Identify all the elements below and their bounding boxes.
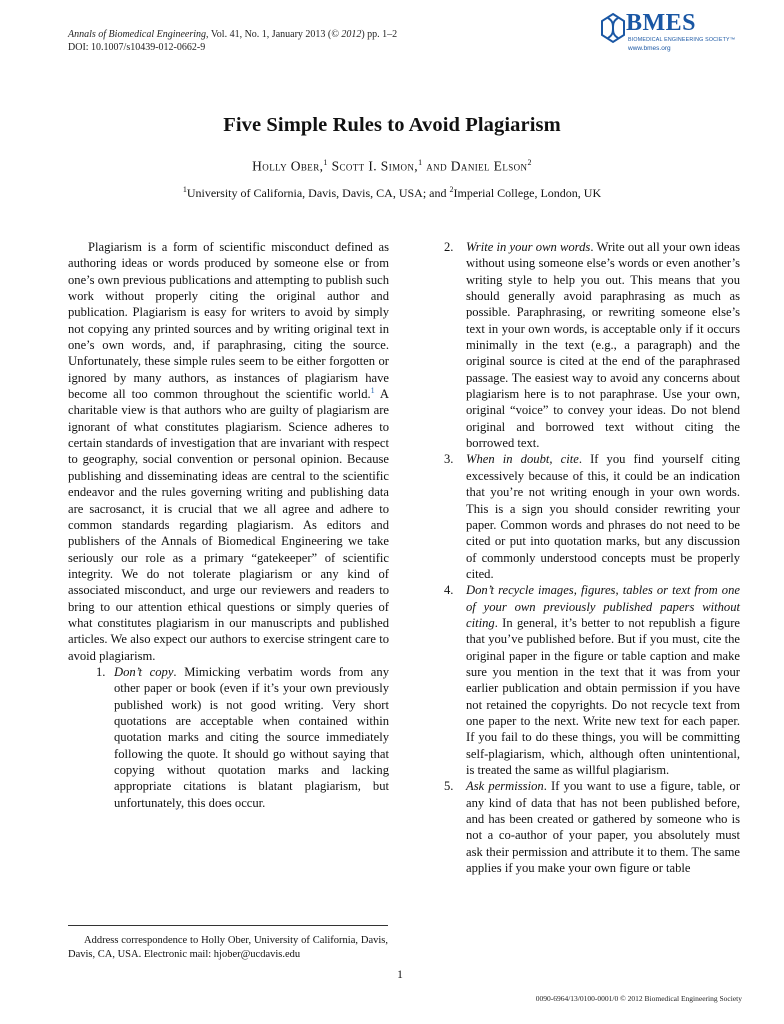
rule-number: 3. bbox=[444, 452, 454, 467]
rule-text: . Mimicking verbatim words from any other paper or book (even if it’s your own previously published work) is not good writing. Very short quotations are acceptable when contained within quotation marks and citing the source immediately following the quote. It should go without saying that copying without quotation marks and lacking appropriate citations is blatant plagiarism, but unfortunately, this does occur. bbox=[114, 664, 389, 810]
rule-item bbox=[68, 664, 389, 811]
author-name: Daniel Elson bbox=[450, 158, 528, 174]
rule-number: 4. bbox=[444, 583, 454, 598]
rule-text: . If you find yourself citing excessively because of this, it could be an indication that you’re not writing enough in your own words. This is a sign you should consider rewriting your paper. Common words and phrases do not need to be cited or put into quotation marks, but any discussion of commonly understood concepts must be properly cited. bbox=[466, 452, 741, 581]
author-affiliation-marker: 1 bbox=[418, 158, 423, 167]
rule-heading: When in doubt, cite bbox=[466, 452, 579, 467]
rule-number: 1. bbox=[96, 664, 106, 679]
intro-text: A charitable view is that authors who are guilty of plagiarism are ignorant of what constitutes plagiarism. Science adheres to certain standards of investigation that are invariant with respect to geography, social convention or personal opinion. Because publishing and disseminating ideas are central to the scientific endeavor and the rules governing writing and publishing data are sacrosanct, it is crucial that we all agree and adhere to common standards regarding plagiarism. As editors and publishers of the Annals of Biomedical Engineering we take seriously our role as a primary “gatekeeper” of scientific integrity. We do not tolerate plagiarism or any kind of associated misconduct, and urge our reviewers and readers to bring to our attention ethical questions or simply queries of what constitutes plagiarism in our manuscripts and published articles. We also expect our authors to exercise stringent care to avoid plagiarism. bbox=[68, 387, 389, 663]
rules-list bbox=[444, 239, 740, 876]
footnote-divider bbox=[68, 925, 388, 926]
author-list bbox=[0, 158, 784, 175]
author-name: Scott I. Simon, bbox=[331, 158, 419, 174]
rule-heading: Don’t copy bbox=[114, 664, 174, 679]
bmes-logo[interactable] bbox=[600, 10, 750, 58]
rule-item bbox=[444, 239, 740, 451]
author-affiliation-marker: 1 bbox=[323, 158, 328, 167]
rule-number: 2. bbox=[444, 240, 454, 254]
rule-heading: Write in your own words bbox=[466, 240, 591, 254]
rule-item bbox=[444, 582, 740, 778]
citation-line bbox=[68, 28, 397, 41]
author-conjunction: and bbox=[426, 158, 447, 174]
running-header bbox=[68, 28, 397, 54]
correspondence-footnote: Address correspondence to Holly Ober, University of California, Davis, Davis, CA, USA. Electronic mail: hjober@ucdavis.edu bbox=[68, 935, 388, 960]
doi[interactable]: DOI: 10.1007/s10439-012-0662-9 bbox=[68, 42, 206, 53]
rule-text: . In general, it’s better to not republish a figure that you’ve published before. But if you must, cite the original paper in the figure or table caption and make sure you mention in the text that it was from your earlier publication and obtain permission if you have not retained the copyrights. Do not recycle text from one paper to the next. Write new text for each paper. If you fail to do these things, you will be committing self-plagiarism, which, although often unintentional, is treated the same as willful plagiarism. bbox=[466, 615, 740, 777]
rule-heading: Don’t recycle images, figures, tables or text from one of your own previously published papers without citing bbox=[466, 583, 740, 630]
intro-paragraph bbox=[68, 239, 389, 664]
article-title: Five Simple Rules to Avoid Plagiarism bbox=[223, 114, 561, 136]
affiliation-marker: 1 bbox=[182, 185, 187, 194]
affiliation-marker: 2 bbox=[449, 185, 454, 194]
copyright-year: © 2012 bbox=[331, 29, 362, 40]
left-column bbox=[68, 239, 389, 811]
dna-helix-icon bbox=[600, 12, 626, 44]
rule-item bbox=[444, 451, 740, 582]
affiliation-text: University of California, Davis, Davis, CA, USA; and bbox=[186, 186, 450, 200]
right-column bbox=[444, 239, 740, 876]
rules-list bbox=[68, 664, 389, 811]
page-number: 1 bbox=[397, 969, 403, 981]
reference-link[interactable]: 1 bbox=[370, 385, 375, 395]
rule-text: . If you want to use a figure, table, or any kind of data that has not been published before, and has been created or gathered by someone who is not a co-author of your paper, you absolutely must ask their permission and attribute it to them. The same applies if you make your own figure or table bbox=[466, 779, 741, 876]
citation-details: , Vol. 41, No. 1, January 2013 ( bbox=[206, 29, 332, 40]
affiliations bbox=[0, 185, 784, 201]
page-range: ) pp. 1–2 bbox=[361, 29, 398, 40]
author-name: Holly Ober, bbox=[252, 158, 324, 174]
affiliation-text: Imperial College, London, UK bbox=[453, 186, 602, 200]
rule-item bbox=[444, 778, 740, 876]
author-affiliation-marker: 2 bbox=[527, 158, 532, 167]
rule-heading: Ask permission bbox=[466, 779, 544, 794]
logo-website[interactable]: www.bmes.org bbox=[628, 45, 671, 52]
copyright-notice: 0090-6964/13/0100-0001/0 © 2012 Biomedical Engineering Society bbox=[535, 994, 742, 1003]
logo-name: BMES bbox=[626, 10, 697, 36]
intro-text: Plagiarism is a form of scientific misconduct defined as authoring ideas or words produced by someone else or from one’s own previous publications and attempting to publish such work without properly citing the original author and publication. Plagiarism is easy for writers to avoid by simply not copying any printed sources and by writing original text in one’s own words, and, if paraphrasing, citing the source. Unfortunately, these simple rules seem to be either forgotten or ignored by many authors, as instances of plagiarism have become all too common throughout the scientific world. bbox=[68, 240, 389, 402]
logo-subtitle: BIOMEDICAL ENGINEERING SOCIETY™ bbox=[628, 37, 736, 43]
rule-text: . Write out all your own ideas without using someone else’s words or even another’s writing style to help you out. This means that you should generally avoid paraphrasing as much as possible. Paraphrasing, or rewriting someone else’s text in your own words, is acceptable only if it occurs minimally in the text (e.g., a paragraph) and the original source is cited at the end of the paraphrased passage. The easiest way to avoid any concerns about plagiarism here is to not paraphrase. Use your own, original “voice” to convey your ideas. Do not blend original and borrowed text without citing the borrowed text. bbox=[466, 240, 740, 451]
journal-name: Annals of Biomedical Engineering bbox=[68, 29, 207, 40]
rule-number: 5. bbox=[444, 779, 454, 794]
